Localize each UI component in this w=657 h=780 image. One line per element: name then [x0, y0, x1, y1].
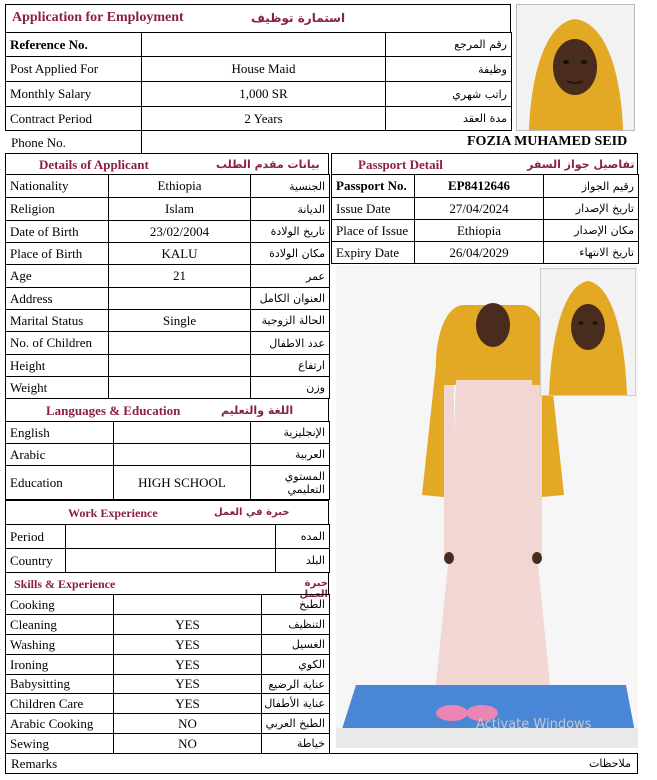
value: 2 Years: [142, 107, 386, 131]
value: [114, 595, 262, 615]
label-ar: الجنسية: [251, 175, 330, 198]
value: HIGH SCHOOL: [114, 466, 251, 500]
table-row: [6, 377, 330, 399]
value: EP8412646: [415, 175, 544, 198]
label-ar: رقيم الجواز: [544, 175, 639, 198]
label-en: Ironing: [6, 655, 114, 675]
title-ar: استمارة توظيف: [251, 11, 346, 25]
value: [114, 422, 251, 444]
table-row: [6, 655, 330, 675]
passport-title-ar: تفاصيل جواز السفر: [527, 158, 635, 171]
label-ar: رقم المرجع: [386, 33, 512, 57]
label-ar: الطبخ العربي: [262, 714, 330, 734]
table-row: [6, 615, 330, 635]
table-row: [6, 635, 330, 655]
remarks-label-en: Remarks: [11, 756, 58, 771]
passport-header: [331, 153, 638, 174]
table-row: [6, 198, 330, 221]
value: NO: [114, 734, 262, 754]
label-ar: عناية الأطفال: [262, 694, 330, 714]
label-ar: راتب شهري: [386, 82, 512, 107]
work-table: [5, 524, 330, 573]
label-en: Arabic Cooking: [6, 714, 114, 734]
label-en: Contract Period: [6, 107, 142, 131]
label-ar: مكان الإصدار: [544, 220, 639, 242]
value: [109, 377, 251, 399]
label-en: Religion: [6, 198, 109, 221]
label-ar: المده: [276, 525, 330, 549]
passport-title-en: Passport Detail: [358, 157, 443, 172]
top-row: [6, 33, 512, 57]
label-ar: الطبخ: [262, 595, 330, 615]
watermark: Activate Windows: [476, 717, 592, 732]
table-row: [6, 525, 330, 549]
value: YES: [114, 675, 262, 694]
work-title-ar: خبرة في العمل: [214, 507, 290, 518]
table-row: [6, 714, 330, 734]
label-ar: مدة العقد: [386, 107, 512, 131]
languages-title-ar: اللغة والتعليم: [221, 404, 294, 417]
table-row: [332, 220, 639, 242]
label-en: Address: [6, 288, 109, 310]
skills-title-ar: خبرة العمل: [299, 578, 328, 600]
table-row: [6, 549, 330, 573]
languages-table: [5, 421, 330, 500]
details-table: [5, 174, 330, 399]
label-en: Place of Birth: [6, 243, 109, 265]
label-en: No. of Children: [6, 332, 109, 355]
skills-table: [5, 594, 330, 754]
label-ar: مكان الولادة: [251, 243, 330, 265]
label-ar: العنوان الكامل: [251, 288, 330, 310]
label-ar: عناية الرضيع: [262, 675, 330, 694]
skills-header: [5, 572, 329, 600]
value: Islam: [109, 198, 251, 221]
value: [109, 332, 251, 355]
phone-divider: [141, 131, 142, 153]
label-en: Nationality: [6, 175, 109, 198]
table-row: [6, 332, 330, 355]
label-en: Sewing: [6, 734, 114, 754]
table-row: [6, 288, 330, 310]
label-ar: عدد الاطفال: [251, 332, 330, 355]
table-row: [6, 444, 330, 466]
label-en: Country: [6, 549, 66, 573]
label-en: Period: [6, 525, 66, 549]
work-header: [5, 500, 329, 524]
inset-portrait-drawing: [541, 269, 635, 395]
value: 27/04/2024: [415, 198, 544, 220]
table-row: [332, 242, 639, 264]
title-bar: [5, 4, 511, 32]
top-row: [6, 82, 512, 107]
value: [109, 355, 251, 377]
label-en: Cleaning: [6, 615, 114, 635]
value: YES: [114, 694, 262, 714]
value: KALU: [109, 243, 251, 265]
label-ar: تاريخ الانتهاء: [544, 242, 639, 264]
label-en: Arabic: [6, 444, 114, 466]
label-ar: الإنجليزية: [251, 422, 330, 444]
value: [114, 444, 251, 466]
label-en: Place of Issue: [332, 220, 415, 242]
label-en: Expiry Date: [332, 242, 415, 264]
applicant-photo: [516, 4, 635, 131]
portrait-drawing: [517, 5, 634, 130]
value: 21: [109, 265, 251, 288]
remarks-label-ar: ملاحظات: [589, 757, 631, 770]
value: [66, 549, 276, 573]
value: Single: [109, 310, 251, 332]
value: YES: [114, 615, 262, 635]
table-row: [6, 265, 330, 288]
table-row: [6, 221, 330, 243]
label-ar: خياطة: [262, 734, 330, 754]
label-en: Height: [6, 355, 109, 377]
table-row: [6, 694, 330, 714]
table-row: [332, 175, 639, 198]
table-row: [6, 310, 330, 332]
label-en: Post Applied For: [6, 57, 142, 82]
phone-row: [5, 131, 646, 153]
label-en: Passport No.: [332, 175, 415, 198]
label-en: Marital Status: [6, 310, 109, 332]
details-title-ar: بيانات مقدم الطلب: [216, 158, 320, 171]
label-en: Children Care: [6, 694, 114, 714]
label-en: Reference No.: [6, 33, 142, 57]
top-row: [6, 107, 512, 131]
label-ar: الحالة الزوجية: [251, 310, 330, 332]
details-header: [5, 153, 329, 174]
value: [142, 33, 386, 57]
label-ar: البلد: [276, 549, 330, 573]
value: YES: [114, 655, 262, 675]
value: 1,000 SR: [142, 82, 386, 107]
label-ar: تاريخ الولادة: [251, 221, 330, 243]
remarks-row: [5, 753, 638, 774]
title-en: Application for Employment: [12, 10, 184, 25]
table-row: [6, 734, 330, 754]
value: YES: [114, 635, 262, 655]
value: [109, 288, 251, 310]
value: Ethiopia: [415, 220, 544, 242]
table-row: [332, 198, 639, 220]
label-ar: ارتفاع: [251, 355, 330, 377]
applicant-name: FOZIA MUHAMED SEID: [467, 134, 628, 149]
top-table: [5, 32, 512, 131]
label-ar: التنظيف: [262, 615, 330, 635]
work-title-en: Work Experience: [68, 506, 158, 520]
table-row: [6, 595, 330, 615]
label-en: Babysitting: [6, 675, 114, 694]
languages-header: [5, 398, 329, 421]
table-row: [6, 243, 330, 265]
label-en: English: [6, 422, 114, 444]
label-ar: المستوي التعليمي: [251, 466, 330, 500]
label-en: Washing: [6, 635, 114, 655]
phone-label: Phone No.: [11, 135, 66, 150]
label-en: Cooking: [6, 595, 114, 615]
label-ar: وظيفة: [386, 57, 512, 82]
label-ar: العربية: [251, 444, 330, 466]
table-row: [6, 675, 330, 694]
label-en: Weight: [6, 377, 109, 399]
details-title-en: Details of Applicant: [39, 157, 149, 172]
table-row: [6, 466, 330, 500]
label-ar: تاريخ الإصدار: [544, 198, 639, 220]
table-row: [6, 355, 330, 377]
skills-title-en: Skills & Experience: [14, 577, 116, 591]
label-ar: الكوي: [262, 655, 330, 675]
label-en: Date of Birth: [6, 221, 109, 243]
inset-photo: [540, 268, 636, 396]
languages-title-en: Languages & Education: [46, 403, 181, 418]
label-ar: الغسيل: [262, 635, 330, 655]
label-en: Education: [6, 466, 114, 500]
label-en: Age: [6, 265, 109, 288]
value: 26/04/2029: [415, 242, 544, 264]
table-row: [6, 422, 330, 444]
value: NO: [114, 714, 262, 734]
full-body-photo: [336, 265, 638, 748]
value: House Maid: [142, 57, 386, 82]
table-row: [6, 175, 330, 198]
value: Ethiopia: [109, 175, 251, 198]
top-row: [6, 57, 512, 82]
label-ar: الديانة: [251, 198, 330, 221]
label-ar: وزن: [251, 377, 330, 399]
value: 23/02/2004: [109, 221, 251, 243]
label-ar: عمر: [251, 265, 330, 288]
label-en: Issue Date: [332, 198, 415, 220]
label-en: Monthly Salary: [6, 82, 142, 107]
passport-table: [331, 174, 639, 264]
value: [66, 525, 276, 549]
